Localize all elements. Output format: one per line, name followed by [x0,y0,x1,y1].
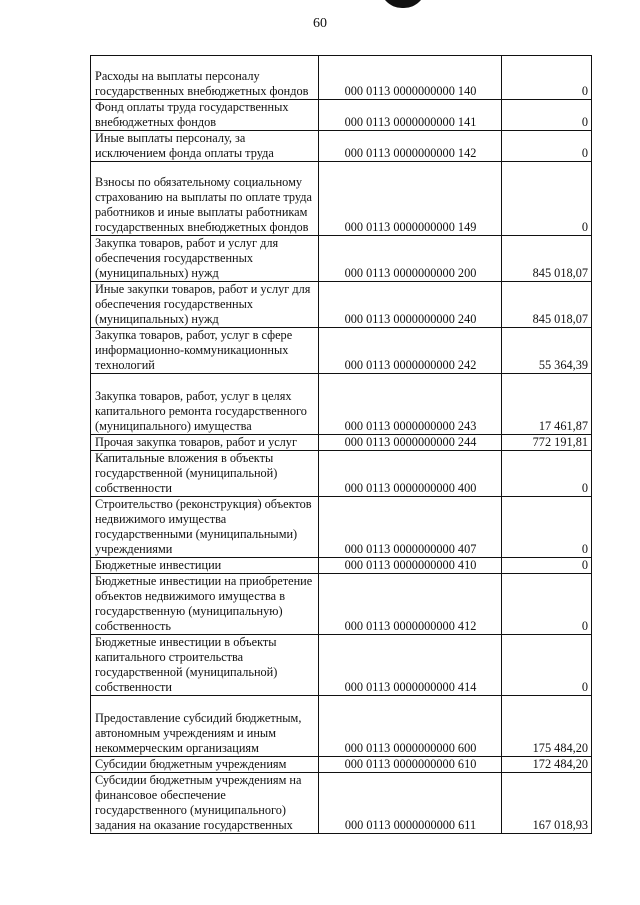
row-code: 000 0113 0000000000 410 [319,558,502,574]
table-row [91,374,592,435]
row-name: Закупка товаров, работ, услуг в целях капитального ремонта государственного (муниципального) имущества [91,374,319,435]
row-code: 000 0113 0000000000 243 [319,374,502,435]
table-row [91,162,592,236]
table-row [91,773,592,834]
row-code: 000 0113 0000000000 149 [319,162,502,236]
row-name: Иные закупки товаров, работ и услуг для обеспечения государственных (муниципальных) нужд [91,282,319,328]
row-amount: 0 [502,56,592,100]
table-row [91,236,592,282]
table-row [91,131,592,162]
row-name: Бюджетные инвестиции на приобретение объектов недвижимого имущества в государственную (муниципальную) собственность [91,574,319,635]
row-code: 000 0113 0000000000 142 [319,131,502,162]
row-name: Бюджетные инвестиции [91,558,319,574]
row-code: 000 0113 0000000000 141 [319,100,502,131]
row-amount: 0 [502,131,592,162]
row-amount: 0 [502,558,592,574]
table-row [91,757,592,773]
row-name: Взносы по обязательному социальному страхованию на выплаты по оплате труда работников и иные выплаты работникам государственных внебюджетных фондов [91,162,319,236]
table-row [91,328,592,374]
row-name: Бюджетные инвестиции в объекты капитального строительства государственной (муниципальной) собственности [91,635,319,696]
row-amount: 172 484,20 [502,757,592,773]
row-name: Расходы на выплаты персоналу государственных внебюджетных фондов [91,56,319,100]
row-amount: 55 364,39 [502,328,592,374]
row-name: Фонд оплаты труда государственных внебюджетных фондов [91,100,319,131]
row-amount: 0 [502,100,592,131]
row-amount: 0 [502,162,592,236]
table-row [91,696,592,757]
row-amount: 0 [502,497,592,558]
table-row [91,451,592,497]
row-amount: 167 018,93 [502,773,592,834]
row-code: 000 0113 0000000000 200 [319,236,502,282]
row-code: 000 0113 0000000000 242 [319,328,502,374]
row-name: Закупка товаров, работ и услуг для обеспечения государственных (муниципальных) нужд [91,236,319,282]
row-name: Строительство (реконструкция) объектов недвижимого имущества государственными (муниципальными) учреждениями [91,497,319,558]
budget-table [90,55,592,834]
row-amount: 845 018,07 [502,282,592,328]
row-name: Капитальные вложения в объекты государственной (муниципальной) собственности [91,451,319,497]
table-row [91,497,592,558]
row-code: 000 0113 0000000000 400 [319,451,502,497]
row-amount: 845 018,07 [502,236,592,282]
row-name: Закупка товаров, работ, услуг в сфере информационно-коммуникационных технологий [91,328,319,374]
row-amount: 0 [502,451,592,497]
row-amount: 175 484,20 [502,696,592,757]
row-code: 000 0113 0000000000 414 [319,635,502,696]
row-amount: 0 [502,574,592,635]
table-row [91,635,592,696]
row-name: Прочая закупка товаров, работ и услуг [91,435,319,451]
scan-mark [380,0,426,8]
row-name: Предоставление субсидий бюджетным, автономным учреждениям и иным некоммерческим организациям [91,696,319,757]
row-code: 000 0113 0000000000 407 [319,497,502,558]
table-row [91,558,592,574]
row-code: 000 0113 0000000000 412 [319,574,502,635]
row-code: 000 0113 0000000000 611 [319,773,502,834]
table-row [91,435,592,451]
table-row [91,100,592,131]
table-row [91,56,592,100]
row-code: 000 0113 0000000000 140 [319,56,502,100]
row-code: 000 0113 0000000000 240 [319,282,502,328]
row-amount: 0 [502,635,592,696]
row-amount: 772 191,81 [502,435,592,451]
row-amount: 17 461,87 [502,374,592,435]
row-name: Субсидии бюджетным учреждениям [91,757,319,773]
row-code: 000 0113 0000000000 244 [319,435,502,451]
row-name: Иные выплаты персоналу, за исключением фонда оплаты труда [91,131,319,162]
row-name: Субсидии бюджетным учреждениям на финансовое обеспечение государственного (муниципального) задания на оказание государственных [91,773,319,834]
table-row [91,282,592,328]
row-code: 000 0113 0000000000 600 [319,696,502,757]
page-number: 60 [313,16,327,31]
table-row [91,574,592,635]
row-code: 000 0113 0000000000 610 [319,757,502,773]
